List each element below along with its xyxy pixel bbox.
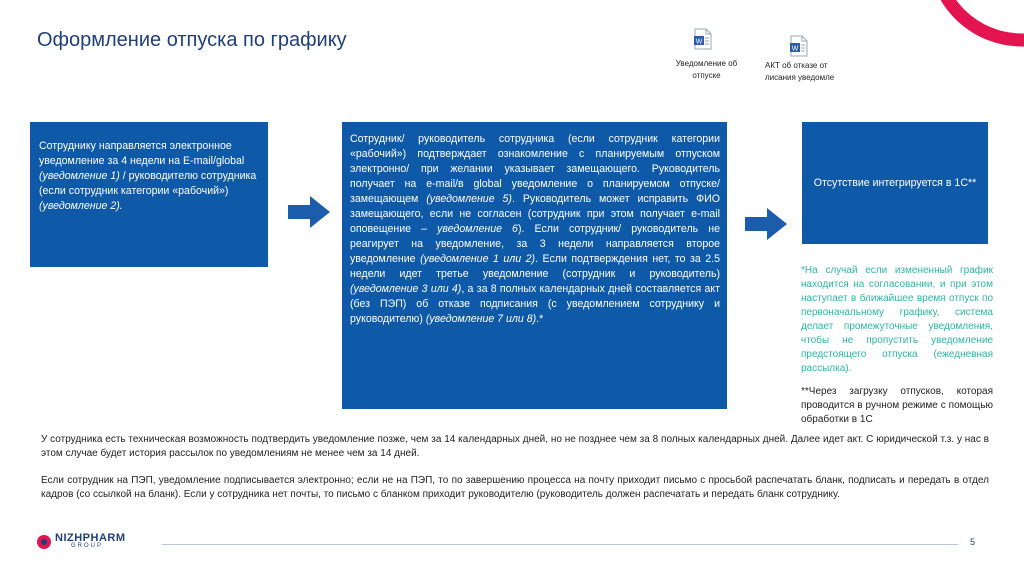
box2-segment: (уведомление 5) xyxy=(426,193,512,205)
company-logo xyxy=(36,534,126,550)
logo-name: NIZHPHARM xyxy=(55,532,126,544)
decorative-ring-shape xyxy=(904,0,1024,60)
slide-title: Оформление отпуска по графику xyxy=(37,29,347,51)
integration-text: Отсутствие интегрируется в 1С** xyxy=(813,176,977,189)
footnote-interim-notifications: *На случай если измененный график находится на согласовании, и при этом наступает в ближайшее время отпуск по первоначальному графику, система делает промежуточные уведомления, чтобы не пропустить уведомление предстоящего отпуска (ежедневная рассылка). xyxy=(801,265,993,374)
step-box-confirmation xyxy=(342,122,727,409)
box1-segment: Сотруднику направляется электронное уведомление за 4 недели на E-mail/global xyxy=(39,140,245,167)
box1-segment: / руководителю сотрудника (если сотрудник категории «рабочий») xyxy=(39,170,257,197)
box2-segment: (уведомление 1 или 2) xyxy=(420,253,536,265)
svg-text:W: W xyxy=(695,38,703,46)
logo-mark-icon xyxy=(36,534,52,550)
attachment-label-notice: Уведомление об отпуске xyxy=(675,59,738,80)
word-document-icon[interactable] xyxy=(694,28,712,50)
page-number: 5 xyxy=(970,537,976,547)
box2-segment: . Если подтверждения нет, то за 2.5 недели идет третье уведомление (сотрудник и руководитель) xyxy=(350,253,720,280)
box1-segment: (уведомление 2). xyxy=(39,200,123,212)
paragraph-late-confirmation: У сотрудника есть техническая возможность подтвердить уведомление позже, чем за 14 календарных дней, но не позднее чем за 8 полных календарных дней. Далее идет акт. С юридической т.з. у нас в этом случае будет история рассылок по уведомлениям не менее чем за 14 дней. xyxy=(41,434,989,459)
footer-divider xyxy=(162,544,958,545)
box2-segment: .* xyxy=(536,313,544,325)
box2-segment: ). Если сотрудник/ руководитель не реагирует на уведомление, за 3 недели направляется второе уведомление xyxy=(350,223,720,265)
box2-segment: Сотрудник/ руководитель сотрудника (если сотрудник категории «рабочий») подтверждает ознакомление с планируемым отпуском электронно/ при желании указывает замещающего. Руководитель получает на e-mail/в global уведомление о планируемом отпуске/замещающем xyxy=(350,133,720,205)
word-document-icon[interactable] xyxy=(790,35,808,57)
box2-segment: уведомление 6 xyxy=(437,223,518,235)
footnote-manual-upload: **Через загрузку отпусков, которая проводится в ручном режиме с помощью обработки в 1С xyxy=(801,386,993,425)
box2-segment: (уведомление 7 или 8) xyxy=(425,313,537,325)
arrow-right-icon xyxy=(745,208,787,240)
box2-segment: (уведомление 3 или 4) xyxy=(350,283,462,295)
svg-text:W: W xyxy=(791,45,799,53)
attachment-label-refusal-act: АКТ об отказе от лисания уведомле xyxy=(765,61,835,82)
logo-sub: GROUP xyxy=(71,543,104,549)
step-box-notification xyxy=(30,122,268,267)
step-box-integration xyxy=(802,122,988,244)
paragraph-signing: Если сотрудник на ПЭП, уведомление подписывается электронно; если не на ПЭП, то по завершению процесса на почту приходит письмо с просьбой распечатать бланк, подписать и передать в отдел кадров (со ссылкой на бланк). Если у сотрудника нет почты, то письмо с бланком приходит руководителю (руководитель должен распечатать и передать бланк сотруднику. xyxy=(41,475,989,500)
box2-segment: , а за 8 полных календарных дней составляется акт (без ПЭП) об отказе подписания (с уведомлением сотруднику и руководителю) xyxy=(350,283,720,325)
arrow-right-icon xyxy=(288,196,330,228)
box2-segment: . Руководитель может исправить ФИО замещающего, если не согласен (сотрудник при этом получает e-mail оповещение – xyxy=(350,193,721,235)
box1-segment: (уведомление 1) xyxy=(39,170,120,182)
